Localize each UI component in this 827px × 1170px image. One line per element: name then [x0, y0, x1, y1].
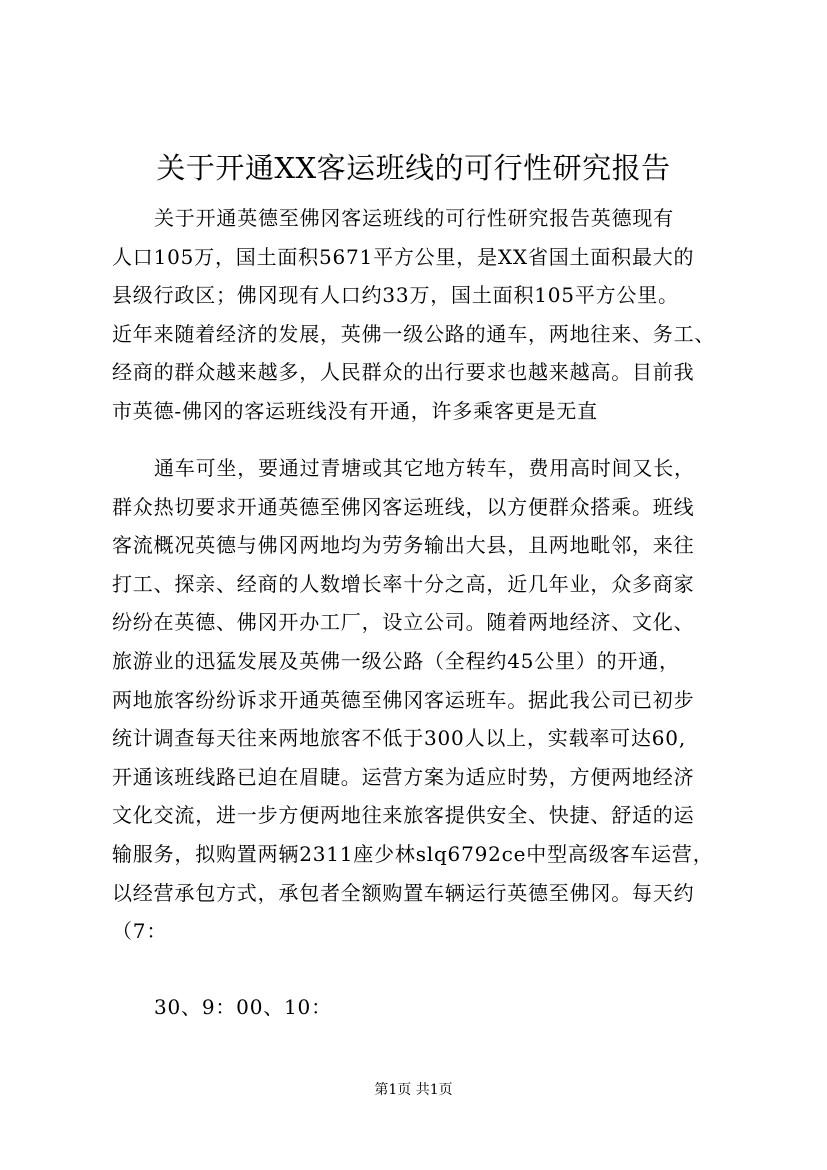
text-line: 纷纷在英德、佛冈开办工厂，设立公司。随着两地经济、文化、	[112, 610, 695, 635]
text-line: 旅游业的迅猛发展及英佛一级公路（全程约45公里）的开通，	[112, 648, 680, 673]
paragraph-1	[112, 199, 722, 431]
text-line: 30、9：00、10：	[154, 995, 332, 1019]
page-footer: 第1页 共1页	[374, 1082, 453, 1098]
text-line: 客流概况英德与佛冈两地均为劳务输出大县，且两地毗邻，来往	[112, 533, 695, 558]
text-line: 以经营承包方式，承包者全额购置车辆运行英德至佛冈。每天约	[112, 880, 695, 905]
text-line: 两地旅客纷纷诉求开通英德至佛冈客运班车。据此我公司已初步	[112, 687, 695, 712]
text-line: 关于开通英德至佛冈客运班线的可行性研究报告英德现有	[154, 206, 674, 230]
text-line: 市英德-佛冈的客运班线没有开通，许多乘客更是无直	[112, 398, 598, 423]
text-line: 经商的群众越来越多，人民群众的出行要求也越来越高。目前我	[112, 360, 695, 385]
text-line: 输服务，拟购置两辆2311座少林slq6792ce中型高级客车运营，	[112, 841, 714, 866]
document-title: 关于开通XX客运班线的可行性研究报告	[156, 151, 671, 185]
text-line: 人口105万，国土面积5671平方公里，是XX省国土面积最大的	[112, 244, 695, 269]
text-line: 近年来随着经济的发展，英佛一级公路的通车，两地往来、务工、	[112, 321, 716, 346]
text-line: 县级行政区；佛冈现有人口约33万，国土面积105平方公里。	[112, 283, 679, 308]
text-line: 统计调查每天往来两地旅客不低于300人以上，实载率可达60,	[112, 726, 686, 751]
text-line: 打工、探亲、经商的人数增长率十分之高，近几年业，众多商家	[112, 571, 695, 596]
text-line: （7：	[112, 919, 168, 944]
paragraph-2	[112, 449, 722, 951]
text-line: 开通该班线路已迫在眉睫。运营方案为适应时势，方便两地经济	[112, 764, 695, 789]
text-line: 文化交流，进一步方便两地往来旅客提供安全、快捷、舒适的运	[112, 803, 695, 828]
text-line: 群众热切要求开通英德至佛冈客运班线，以方便群众搭乘。班线	[112, 494, 695, 519]
text-line: 通车可坐，要通过青塘或其它地方转车，费用高时间又长，	[154, 456, 695, 480]
paragraph-3	[112, 988, 722, 1027]
